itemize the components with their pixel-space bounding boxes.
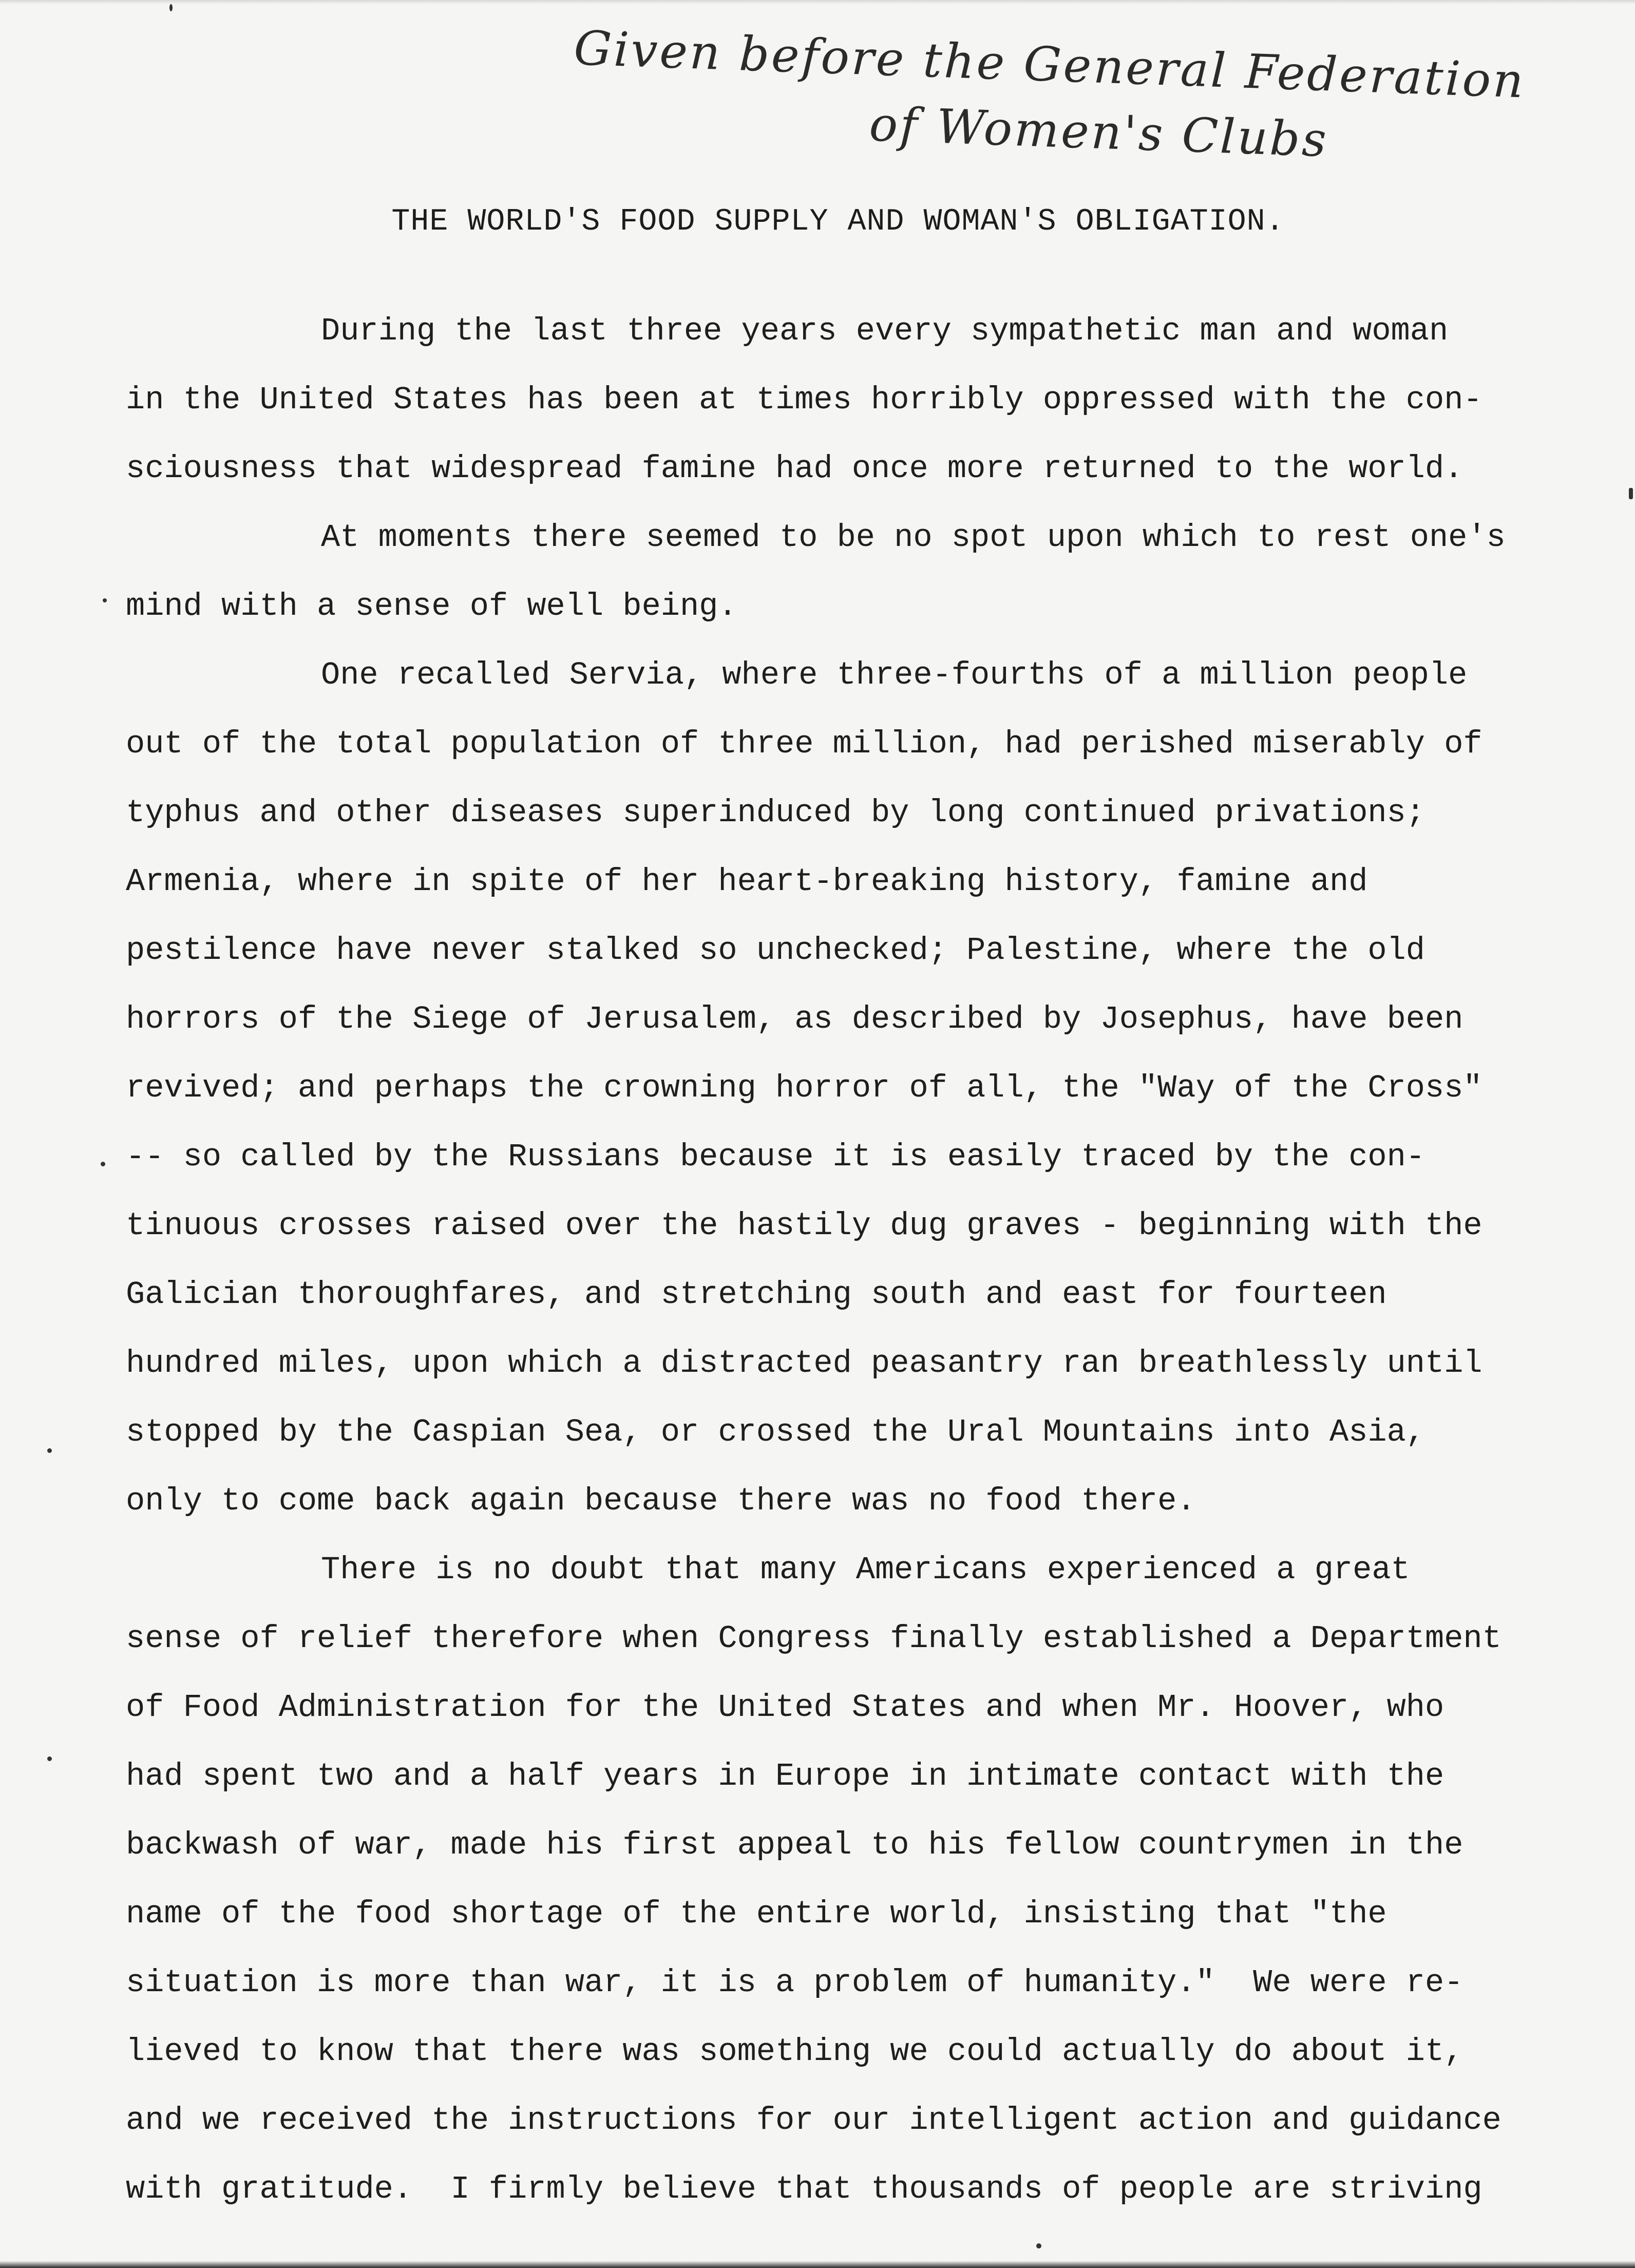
text-line: typhus and other diseases superinduced by long continued privations;	[126, 795, 1425, 831]
page-top-edge	[0, 0, 1635, 4]
text-line: lieved to know that there was something we could actually do about it,	[126, 2033, 1463, 2070]
text-line: in the United States has been at times horribly oppressed with the con-	[126, 382, 1482, 418]
text-line: mind with a sense of well being.	[126, 588, 737, 625]
text-line: backwash of war, made his first appeal to his fellow countrymen in the	[126, 1827, 1463, 1863]
text-line: One recalled Servia, where three-fourths of a million people	[321, 657, 1468, 693]
annotation-line-1: Given before the General Federation	[573, 20, 1527, 109]
text-line: sciousness that widespread famine had once more returned to the world.	[126, 450, 1463, 487]
scan-speck	[169, 4, 173, 11]
scan-speck	[1629, 488, 1633, 499]
text-line: pestilence have never stalked so unchecked; Palestine, where the old	[126, 932, 1425, 969]
text-line: Galician thoroughfares, and stretching south and east for fourteen	[126, 1276, 1387, 1313]
scan-speck	[47, 1448, 52, 1453]
page-bottom-edge	[0, 2261, 1635, 2268]
text-line: At moments there seemed to be no spot upon which to rest one's	[321, 519, 1506, 556]
text-line: Armenia, where in spite of her heart-breaking history, famine and	[126, 863, 1368, 900]
text-line: sense of relief therefore when Congress finally established a Department	[126, 1620, 1501, 1657]
text-line: situation is more than war, it is a problem of humanity." We were re-	[126, 1964, 1463, 2001]
text-line: stopped by the Caspian Sea, or crossed the Ural Mountains into Asia,	[126, 1414, 1425, 1450]
text-line: out of the total population of three million, had perished miserably of	[126, 726, 1482, 762]
scan-speck	[47, 1756, 52, 1761]
handwritten-annotation	[571, 15, 1591, 182]
document-title: THE WORLD'S FOOD SUPPLY AND WOMAN'S OBLIGATION.	[391, 204, 1285, 239]
text-line: tinuous crosses raised over the hastily dug graves - beginning with the	[126, 1207, 1482, 1244]
scan-speck	[1036, 2243, 1041, 2248]
text-line: -- so called by the Russians because it is easily traced by the con-	[126, 1139, 1425, 1175]
text-line: There is no doubt that many Americans experienced a great	[321, 1552, 1410, 1588]
text-line: with gratitude. I firmly believe that thousands of people are striving	[126, 2171, 1482, 2207]
annotation-line-2: of Women's Clubs	[868, 97, 1329, 168]
text-line: hundred miles, upon which a distracted peasantry ran breathlessly until	[126, 1345, 1482, 1382]
text-line: had spent two and a half years in Europe in intimate contact with the	[126, 1758, 1444, 1794]
text-line: of Food Administration for the United States and when Mr. Hoover, who	[126, 1689, 1444, 1726]
scan-speck	[101, 1162, 105, 1166]
text-line: and we received the instructions for our intelligent action and guidance	[126, 2102, 1501, 2139]
text-line: name of the food shortage of the entire world, insisting that "the	[126, 1896, 1387, 1932]
text-line: revived; and perhaps the crowning horror of all, the "Way of the Cross"	[126, 1070, 1482, 1106]
text-line: During the last three years every sympathetic man and woman	[321, 313, 1449, 349]
text-line: only to come back again because there was no food there.	[126, 1483, 1196, 1519]
document-body	[126, 297, 1523, 2224]
scan-speck	[103, 598, 107, 602]
text-line: horrors of the Siege of Jerusalem, as described by Josephus, have been	[126, 1001, 1463, 1037]
